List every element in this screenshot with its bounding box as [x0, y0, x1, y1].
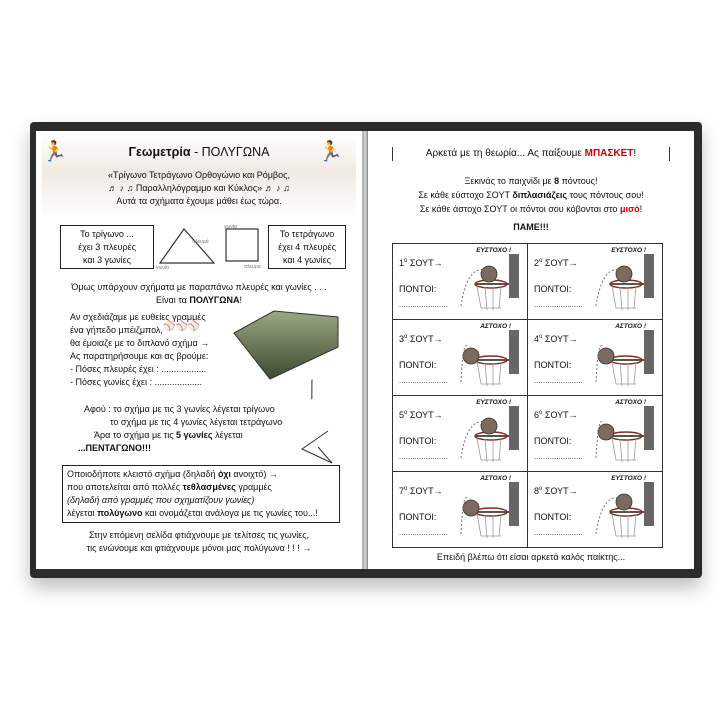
open-book: [30, 122, 702, 578]
shot-result: ΕΥΣΤΟΧΟ !: [476, 247, 511, 254]
points-label: ΠΟΝΤΟΙ:: [399, 512, 437, 522]
shot-cell: [527, 243, 663, 320]
go-label: ΠΑΜΕ!!!: [513, 222, 549, 232]
shot-cell: [527, 319, 663, 396]
angle-label: γωνία: [224, 224, 237, 230]
shot-label: $1^o$ ΣΟΥΤ→: [399, 258, 443, 268]
polygons-intro: Όμως υπάρχουν σχήματα με παραπάνω πλευρές και γωνίες . . .: [71, 282, 327, 292]
angle-label: γωνία: [156, 265, 169, 269]
points-blank[interactable]: ......................: [399, 376, 448, 385]
basketball-hoop-icon: [590, 474, 660, 544]
points-blank[interactable]: ......................: [534, 376, 583, 385]
baseball-bat-icon: ⟋: [300, 377, 326, 404]
basketball-hoop-icon: [590, 246, 660, 316]
intro-line: «Τρίγωνο Τετράγωνο Ορθογώνιο και Ρόμβος,: [108, 170, 290, 180]
basketball-hoop-icon: [455, 322, 525, 392]
baseball-icon: ⚾⚾⚾: [163, 321, 201, 332]
points-label: ΠΟΝΤΟΙ:: [534, 360, 572, 370]
points-blank[interactable]: ......................: [534, 300, 583, 309]
shot-result: ΑΣΤΟΧΟ !: [615, 323, 646, 330]
triangle-shape: [154, 223, 220, 269]
points-blank[interactable]: ......................: [534, 452, 583, 461]
shot-label: $3^o$ ΣΟΥΤ→: [399, 334, 443, 344]
points-label: ΠΟΝΤΟΙ:: [534, 436, 572, 446]
shot-cell: [392, 243, 528, 320]
shot-result: ΕΥΣΤΟΧΟ !: [611, 475, 646, 482]
shot-label: $5^o$ ΣΟΥΤ→: [399, 410, 443, 420]
runner-icon: 🏃: [318, 141, 343, 163]
shot-result: ΕΥΣΤΟΧΟ !: [476, 399, 511, 406]
shot-label: $4^o$ ΣΟΥΤ→: [534, 334, 578, 344]
shot-cell: [392, 471, 528, 548]
shot-label: $8^o$ ΣΟΥΤ→: [534, 486, 578, 496]
side-label: πλευρά: [192, 239, 209, 245]
points-label: ΠΟΝΤΟΙ:: [534, 512, 572, 522]
shots-grid: [392, 243, 662, 547]
shot-cell: [527, 395, 663, 472]
points-blank[interactable]: ......................: [399, 528, 448, 537]
points-label: ΠΟΝΤΟΙ:: [534, 284, 572, 294]
points-blank[interactable]: ......................: [399, 300, 448, 309]
shot-result: ΑΣΤΟΧΟ !: [480, 475, 511, 482]
square-shape: [218, 223, 268, 269]
shot-label: $6^o$ ΣΟΥΤ→: [534, 410, 578, 420]
points-label: ΠΟΝΤΟΙ:: [399, 360, 437, 370]
points-blank[interactable]: ......................: [534, 528, 583, 537]
shot-cell: [392, 319, 528, 396]
basketball-hoop-icon: [455, 398, 525, 468]
triangle-box: Το τρίγωνο ... έχει 3 πλευρές και 3 γωνίες: [60, 225, 154, 269]
open-shape-icon: [298, 427, 338, 467]
baseball-field-pentagon: [228, 307, 344, 383]
pentagon-def: Άρα το σχήμα με τις 5 γωνίες λέγεται: [94, 430, 243, 440]
shot-label: $2^o$ ΣΟΥΤ→: [534, 258, 578, 268]
left-page: 🏃 🏃 Γεωμετρία - ΠΟΛΥΓΩΝΑ «Τρίγωνο Τετράγωνο Ορθογώνιο και Ρόμβος, ♬ ♪ ♫ Παραλληλόγραμμο και Κύκλος» ♬ ♪ ♫ Αυτά τα σχήματα έχουμε μάθει έως τώρα. Το τρίγωνο ... έχει 3 πλευρές και 3 γωνίες πλευρά γωνία γωνία πλευρά Το τετράγωνο έχει 4 πλευρές και 4 γωνίες Όμως υπάρχουν σχήματα με παραπάνω πλευρές και γωνίες . . . Είναι τα ΠΟΛΥΓΩΝΑ! Αν σχεδιάζαμε με ευθείες γραμμές ένα γήπεδο μπέιζμπολ, ⚾⚾⚾ θα έμοιαζε με το διπλανό σχήμα → Ας παρατηρήσουμε και ας βρούμε: - Πόσες πλευρές έχει : .................. - Πόσες γωνίες έχει : ................... ⟋ Αφού : το σχήμα με τις 3 γωνίες λέγεται τρίγωνο το σχήμα με τις 4 γωνίες λέγεται τετράγωνο Άρα το σχήμα με τις 5 γωνίες λέγεται ...ΠΕΝΤΑΓΩΝΟ!!! Οποιοδήποτε κλειστό σχήμα (δηλαδή όχι ανοιχτό) → που αποτελείται από πολλές τεθλασμένες γραμμές (δηλαδή από γραμμές που σχηματίζουν γωνίες) λέγεται πολύγωνο και ονομάζεται ανάλογα με τις γωνίες του...! Στην επόμενη σελίδα φτιάχνουμε με τελίτσες τις γωνίες, τις ενώνουμε και φτιάχνουμε μόνοι μας πολύγωνα ! ! ! →: [36, 131, 363, 569]
shot-result: ΑΣΤΟΧΟ !: [615, 399, 646, 406]
polygon-definition-box: Οποιοδήποτε κλειστό σχήμα (δηλαδή όχι ανοιχτό) → που αποτελείται από πολλές τεθλασμένες γραμμές (δηλαδή από γραμμές που σχηματίζουν γωνίες) λέγεται πολύγωνο και ονομάζεται ανάλογα με τις γωνίες του...!: [62, 465, 340, 523]
shot-cell: [527, 471, 663, 548]
shot-cell: [392, 395, 528, 472]
points-label: ΠΟΝΤΟΙ:: [399, 436, 437, 446]
game-header: Αρκετά με τη θεωρία... Ας παίξουμε ΜΠΑΣΚΕΤ!: [392, 147, 670, 161]
points-blank[interactable]: ......................: [399, 452, 448, 461]
polygons-heading: Είναι τα ΠΟΛΥΓΩΝΑ!: [156, 295, 242, 305]
points-label: ΠΟΝΤΟΙ:: [399, 284, 437, 294]
shot-result: ΕΥΣΤΟΧΟ !: [611, 247, 646, 254]
side-label: πλευρά: [244, 264, 261, 269]
right-page: Αρκετά με τη θεωρία... Ας παίξουμε ΜΠΑΣΚΕΤ! Ξεκινάς το παιχνίδι με 8 πόντους! Σε κάθε εύστοχο ΣΟΥΤ διπλασιάζεις τους πόντους σου! Σε κάθε άστοχο ΣΟΥΤ οι πόντοι σου κόβονται στο μισό! ΠΑΜΕ!!! ΕΥΣΤΟΧΟ ! $1^o$ ΣΟΥΤ→ ΠΟΝΤΟΙ: ...................... ΕΥΣΤΟΧΟ ! $2^o$ ΣΟΥΤ→ ΠΟΝΤΟΙ: ...................... ΑΣΤΟΧΟ ! $3^o$ ΣΟΥΤ→ ΠΟΝΤΟΙ: ...................... ΑΣΤΟΧΟ ! $4^o$ ΣΟΥΤ→ ΠΟΝΤΟΙ: ...................... ΕΥΣΤΟΧΟ ! $5^o$ ΣΟΥΤ→ ΠΟΝΤΟΙ: ...................... ΑΣΤΟΧΟ ! $6^o$ ΣΟΥΤ→ ΠΟΝΤΟΙ: ...................... ΑΣΤΟΧΟ ! $7^o$ ΣΟΥΤ→ ΠΟΝΤΟΙ: ...................... ΕΥΣΤΟΧΟ ! $8^o$ ΣΟΥΤ→ ΠΟΝΤΟΙ: ...................... Επειδή βλέπω ότι είσαι αρκετά καλός παίκτης...: [368, 131, 694, 569]
shot-result: ΑΣΤΟΧΟ !: [480, 323, 511, 330]
intro-line: ♬ ♪ ♫ Παραλληλόγραμμο και Κύκλος» ♬ ♪ ♫: [108, 183, 290, 193]
runner-icon: 🏃: [42, 141, 67, 163]
square-box: Το τετράγωνο έχει 4 πλευρές και 4 γωνίες: [268, 225, 346, 269]
shot-label: $7^o$ ΣΟΥΤ→: [399, 486, 443, 496]
intro-line: Αυτά τα σχήματα έχουμε μάθει έως τώρα.: [116, 196, 282, 206]
basketball-hoop-icon: [455, 474, 525, 544]
basketball-hoop-icon: [590, 398, 660, 468]
page-title: Γεωμετρία - ΠΟΛΥΓΩΝΑ: [128, 145, 270, 159]
basketball-hoop-icon: [590, 322, 660, 392]
basketball-hoop-icon: [455, 246, 525, 316]
page-footer: Επειδή βλέπω ότι είσαι αρκετά καλός παίκτης...: [436, 552, 626, 562]
